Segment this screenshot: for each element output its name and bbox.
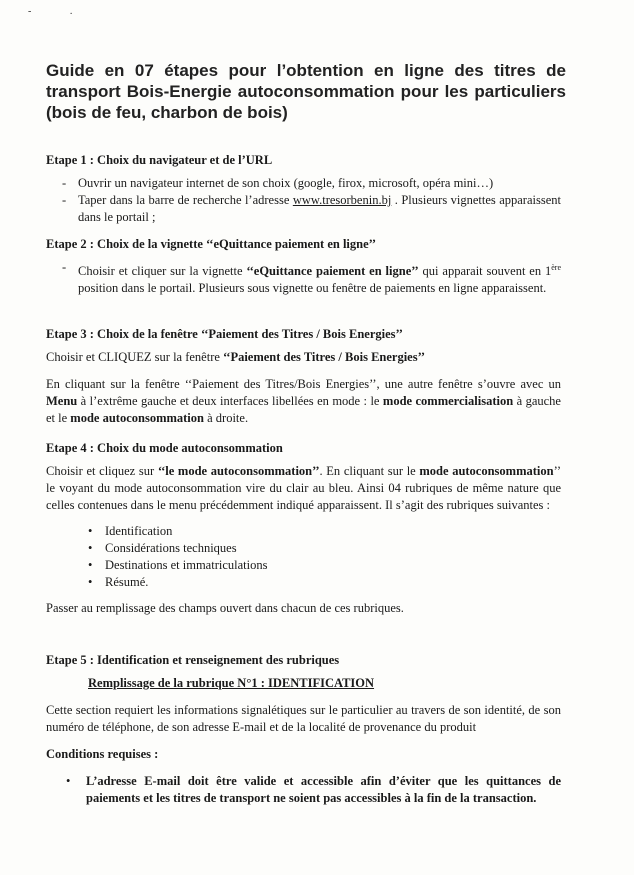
rubrique-item: • Identification [46,523,561,540]
rubrique-item: • Résumé. [46,574,561,591]
step-4-para-a: Choisir et cliquez sur [46,464,158,478]
step-1-section [46,152,561,226]
rubrique-1-subheading: Remplissage de la rubrique N°1 : IDENTIFICATION [88,676,375,690]
conditions-heading: Conditions requises : [46,747,159,761]
tresorbenin-link[interactable]: www.tresorbenin.bj [292,193,392,207]
step-3-section [46,326,561,427]
conditions-list [46,773,561,807]
rubriques-list [46,523,561,591]
step-3-para-menu: Menu [46,394,78,408]
step-1-item-1: - Ouvrir un navigateur internet de son choix (google, firox, microsoft, opéra mini…) [46,175,561,192]
step-2-item-suffix: position dans le portail. Plusieurs sous vignette ou fenêtre de paiements en ligne apparaissent. [78,281,547,296]
step-1-heading: Etape 1 : Choix du navigateur et de l’URL [46,153,273,167]
step-4-section [46,440,561,617]
step-1-item-2-suffix: . Plusieurs vignettes apparaissent dans le portail ; [78,193,561,224]
step-5-section [46,652,561,807]
step-3-para-a: En cliquant sur la fenêtre ‘‘Paiement des Titres/Bois Energies’’, une autre fenêtre s’ouvre avec un [46,377,561,391]
step-4-para-b: . En cliquant sur le [319,464,420,478]
step-5-paragraph: Cette section requiert les informations signalétiques sur le particulier au travers de son identité, de son numéro de téléphone, de son adresse E-mail et de la localité de provenance du produit [46,703,561,734]
step-3-instruction [46,349,561,366]
step-3-para-b: à l’extrême gauche et deux interfaces libellées en mode : le [77,394,383,408]
document-title: Guide en 07 étapes pour l’obtention en ligne des titres de transport Bois-Energie autoconsommation pour les particuliers (bois de feu, charbon de bois) [46,61,566,122]
step-2-item [46,259,561,297]
step-3-heading: Etape 3 : Choix de la fenêtre ‘‘Paiement des Titres / Bois Energies’’ [46,327,403,341]
step-3-paragraph [46,376,561,427]
step-2-item-bold: ‘‘eQuittance paiement en ligne’’ [246,264,419,279]
step-3-instruction-bold: ‘‘Paiement des Titres / Bois Energies’’ [223,350,425,364]
rubrique-item: • Destinations et immatriculations [46,557,561,574]
step-3-para-d: à droite. [203,411,249,425]
step-2-item-sup: ère [551,263,561,272]
step-1-item-2-prefix: Taper dans la barre de recherche l’adresse [78,193,293,207]
step-3-para-mode-comm: mode commercialisation [382,394,514,408]
step-3-para-c: à gauche et le [46,394,561,425]
step-1-list [46,175,561,226]
corner-marks: - . [28,6,91,17]
step-4-heading: Etape 4 : Choix du mode autoconsommation [46,441,283,455]
step-1-item-2 [46,192,561,226]
step-3-instruction-prefix: Choisir et CLIQUEZ sur la fenêtre [46,350,224,364]
step-2-heading: Etape 2 : Choix de la vignette ‘‘eQuittance paiement en ligne’’ [46,237,377,251]
step-4-paragraph [46,463,561,514]
step-2-list [46,259,561,297]
step-2-item-mid: qui apparait souvent en 1 [418,264,552,279]
step-4-para-bold-1: ‘‘le mode autoconsommation’’ [157,464,320,478]
step-3-para-mode-auto: mode autoconsommation [70,411,204,425]
condition-item: • L’adresse E-mail doit être valide et accessible afin d’éviter que les quittances de paiements et les titres de transport ne soient pas accessibles à la fin de la transaction. [46,773,561,807]
step-2-section [46,236,561,297]
step-4-para-c: ’’ le voyant du mode autoconsommation vire du clair au bleu. Ainsi 04 rubriques de même nature que celles contenues dans le menu précédemment indiqué apparaissent. Il s’agit des rubriques suivantes : [46,464,561,512]
step-5-heading: Etape 5 : Identification et renseignement des rubriques [46,653,340,667]
rubrique-item: • Considérations techniques [46,540,561,557]
step-4-closing: Passer au remplissage des champs ouvert dans chacun de ces rubriques. [46,601,404,615]
step-4-para-bold-2: mode autoconsommation [419,464,554,478]
step-2-item-prefix: Choisir et cliquer sur la vignette [78,264,247,279]
